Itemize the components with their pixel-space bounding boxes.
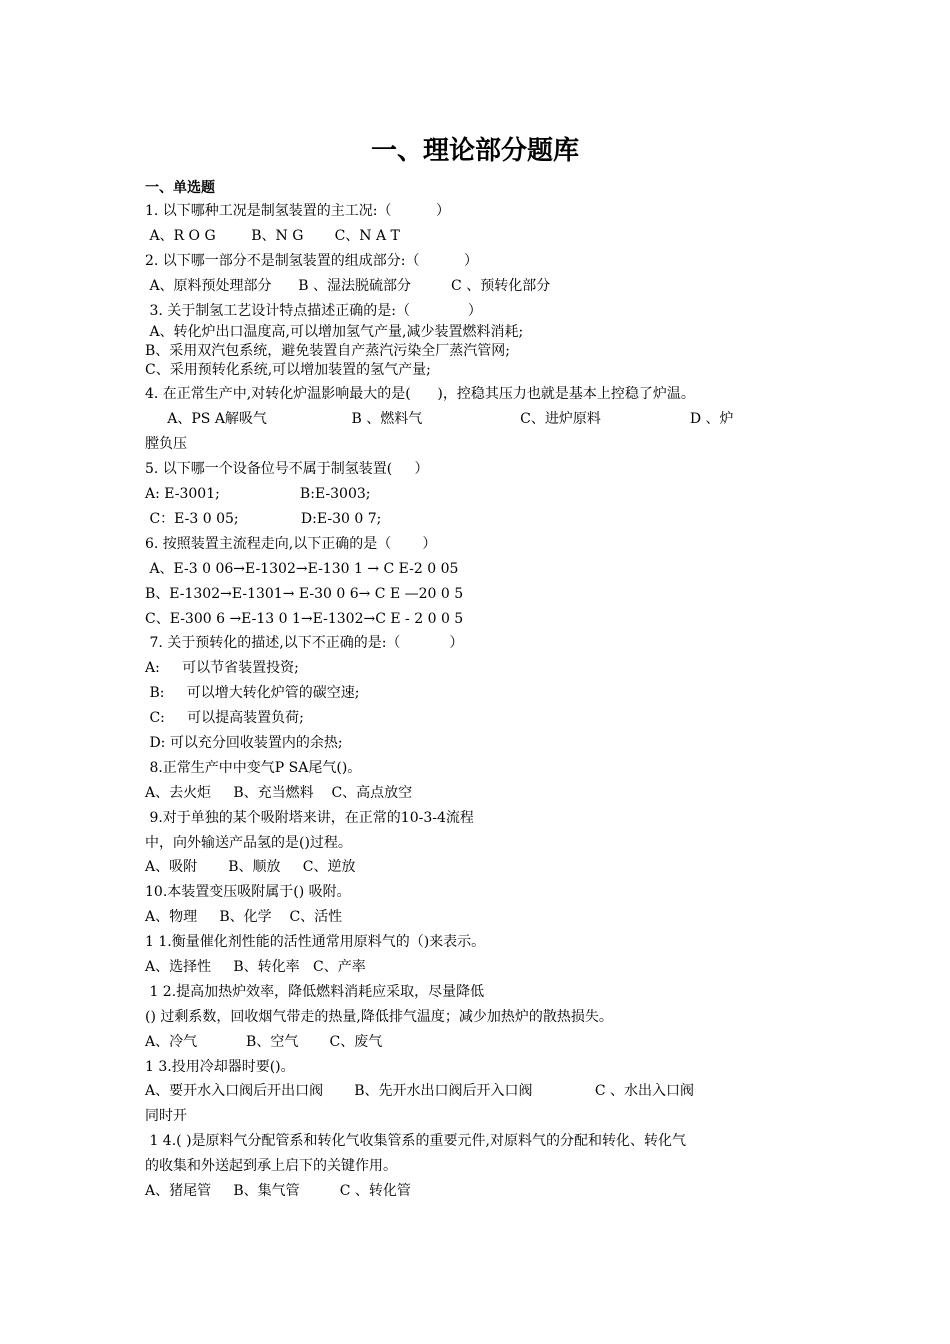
answer-options: B、E-1302→E-1301→ E-30 0 6→ C E —20 0 5 [145, 586, 464, 602]
section-heading: 一、单选题 [145, 180, 215, 196]
question-line: 9.对于单独的某个吸附塔来讲，在正常的10-3-4流程 [145, 810, 474, 826]
answer-options: A、要开水入口阀后开出口阀 B、先开水出口阀后开入口阀 C 、水出入口阀 [145, 1083, 695, 1099]
answer-options: A: E-3001; B:E-3003; [145, 486, 371, 502]
question-line: 的收集和外送起到承上启下的关键作用。 [145, 1158, 397, 1174]
question-line: 中，向外输送产品氢的是()过程。 [145, 835, 352, 851]
answer-options: B: 可以增大转化炉管的碳空速; [145, 685, 360, 701]
question-line: 1 4.( )是原料气分配管系和转化气收集管系的重要元件,对原料气的分配和转化、转化气 [145, 1133, 686, 1149]
question-line: 1 2.提高加热炉效率，降低燃料消耗应采取，尽量降低 [145, 984, 485, 1000]
answer-options: A、选择性 B、转化率 C、产率 [145, 959, 366, 975]
question-line: 1 3.投用冷却器时要()。 [145, 1059, 295, 1075]
answer-options: C: 可以提高装置负荷; [145, 710, 304, 726]
answer-options: A、吸附 B、顺放 C、逆放 [145, 859, 356, 875]
answer-options: C、E-300 6 →E-13 0 1→E-1302→C E - 2 0 0 5 [145, 611, 464, 627]
question-line: 7. 关于预转化的描述,以下不正确的是:（ ） [145, 635, 464, 651]
answer-options: A、转化炉出口温度高,可以增加氢气产量,减少装置燃料消耗; [145, 324, 524, 340]
answer-options: B、采用双汽包系统，避免装置自产蒸汽污染全厂蒸汽管网; [145, 343, 511, 359]
answer-options: A、PS A解吸气 B 、燃料气 C、进炉原料 D 、炉 [145, 411, 734, 427]
answer-options: A、原料预处理部分 B 、湿法脱硫部分 C 、预转化部分 [145, 278, 551, 294]
page-title: 一、理论部分题库 [370, 136, 579, 166]
question-line: 8.正常生产中中变气P SA尾气()。 [145, 760, 362, 776]
answer-options: A、R O G B、N G C、N A T [145, 228, 400, 244]
question-line: 2. 以下哪一部分不是制氢装置的组成部分:（ ） [145, 253, 479, 269]
question-line: 1. 以下哪种工况是制氢装置的主工况:（ ） [145, 203, 451, 219]
answer-options: 膛负压 [145, 436, 187, 452]
question-line: 10.本装置变压吸附属于() 吸附。 [145, 884, 351, 900]
question-line: 5. 以下哪一个设备位号不属于制氢装置( ） [145, 461, 429, 477]
answer-options: C：E-3 0 05; D:E-30 0 7; [145, 511, 382, 527]
answer-options: A、猪尾管 B、集气管 C 、转化管 [145, 1183, 411, 1199]
answer-options: 同时开 [145, 1108, 187, 1124]
answer-options: A、冷气 B、空气 C、废气 [145, 1034, 383, 1050]
question-line: 1 1.衡量催化剂性能的活性通常用原料气的（)来表示。 [145, 934, 486, 950]
question-line: 6. 按照装置主流程走向,以下正确的是（ ） [145, 536, 437, 552]
answer-options: A、物理 B、化学 C、活性 [145, 909, 343, 925]
answer-options: A、去火炬 B、充当燃料 C、高点放空 [145, 785, 413, 801]
answer-options: D: 可以充分回收装置内的余热; [145, 735, 343, 751]
answer-options: C、采用预转化系统,可以增加装置的氢气产量; [145, 362, 431, 378]
question-line: 3. 关于制氢工艺设计特点描述正确的是:（ ） [145, 303, 482, 319]
question-line: 4. 在正常生产中,对转化炉温影响最大的是( )，控稳其压力也就是基本上控稳了炉温。 [145, 386, 695, 402]
answer-options: A: 可以节省装置投资; [145, 660, 299, 676]
answer-options: A、E-3 0 06→E-1302→E-130 1 → C E-2 0 05 [145, 561, 459, 577]
question-line: () 过剩系数，回收烟气带走的热量,降低排气温度；减少加热炉的散热损失。 [145, 1009, 613, 1025]
